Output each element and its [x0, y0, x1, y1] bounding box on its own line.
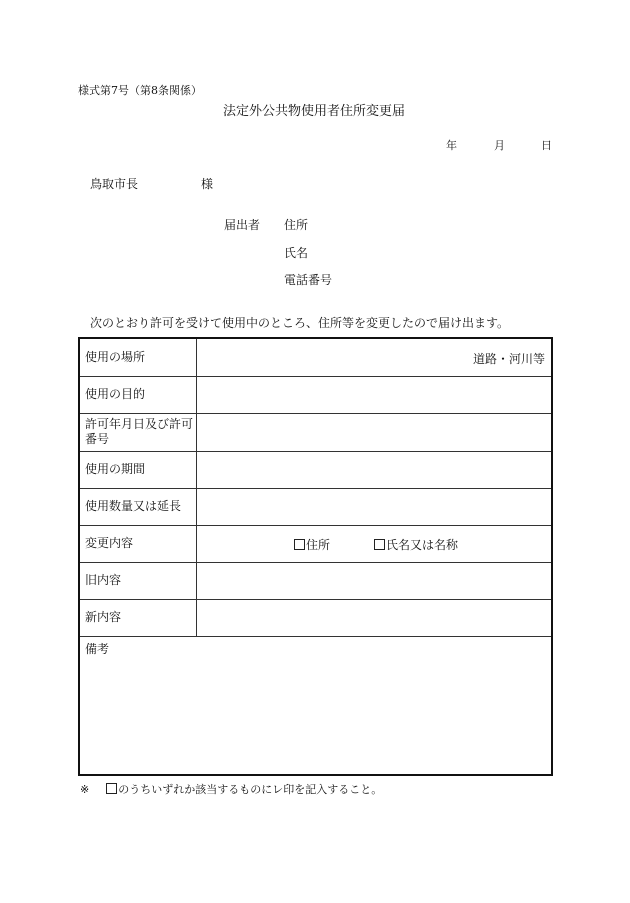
- addressee-name: 鳥取市長: [90, 177, 139, 191]
- location-field[interactable]: [197, 339, 551, 376]
- purpose-field[interactable]: [197, 376, 551, 413]
- row-quantity: [80, 488, 551, 526]
- new-field[interactable]: [197, 599, 551, 636]
- form-table: [78, 337, 553, 776]
- period-field[interactable]: [197, 451, 551, 488]
- period-label: 使用の期間: [80, 451, 197, 488]
- remarks-label: 備考: [85, 642, 110, 656]
- row-old: [80, 562, 551, 600]
- location-label: 使用の場所: [80, 339, 197, 376]
- option-address[interactable]: 住所: [294, 536, 330, 553]
- old-label: 旧内容: [80, 562, 197, 599]
- form-title: 法定外公共物使用者住所変更届: [223, 104, 406, 119]
- location-suffix: 道路・河川等: [472, 352, 545, 366]
- quantity-field[interactable]: [197, 488, 551, 525]
- form-number: 様式第7号（第8条関係）: [78, 84, 202, 97]
- row-change: [80, 525, 551, 563]
- quantity-label: 使用数量又は延長: [80, 488, 197, 525]
- footnote-mark: ※: [80, 783, 90, 796]
- old-field[interactable]: [197, 562, 551, 599]
- applicant-phone-label: 電話番号: [284, 273, 333, 287]
- purpose-label: 使用の目的: [80, 376, 197, 413]
- permit-field[interactable]: [197, 413, 551, 451]
- new-label: 新内容: [80, 599, 197, 636]
- row-new: [80, 599, 551, 637]
- remarks-field[interactable]: [80, 636, 551, 774]
- applicant-address-label: 住所: [284, 218, 309, 232]
- footnote-text: のうちいずれか該当するものにレ印を記入すること。: [118, 783, 383, 796]
- option-name[interactable]: 氏名又は名称: [374, 536, 458, 553]
- row-period: [80, 451, 551, 489]
- change-label: 変更内容: [80, 525, 197, 562]
- applicant-name-label: 氏名: [284, 246, 309, 260]
- row-location: [80, 339, 551, 377]
- row-purpose: [80, 376, 551, 414]
- footnote: [80, 781, 382, 797]
- date-month-label: 月: [494, 139, 505, 152]
- addressee-honorific: 様: [201, 177, 214, 191]
- statement-text: 次のとおり許可を受けて使用中のところ、住所等を変更したので届け出ます。: [90, 316, 510, 330]
- address-checkbox[interactable]: [294, 539, 305, 550]
- date-day-label: 日: [541, 139, 552, 152]
- row-permit: [80, 413, 551, 452]
- permit-label: 許可年月日及び許可 番号: [80, 413, 197, 451]
- date-year-label: 年: [446, 139, 457, 152]
- name-checkbox[interactable]: [374, 539, 385, 550]
- change-options: [197, 525, 551, 562]
- checkbox-symbol-icon: [106, 783, 117, 794]
- applicant-label: 届出者: [224, 218, 261, 232]
